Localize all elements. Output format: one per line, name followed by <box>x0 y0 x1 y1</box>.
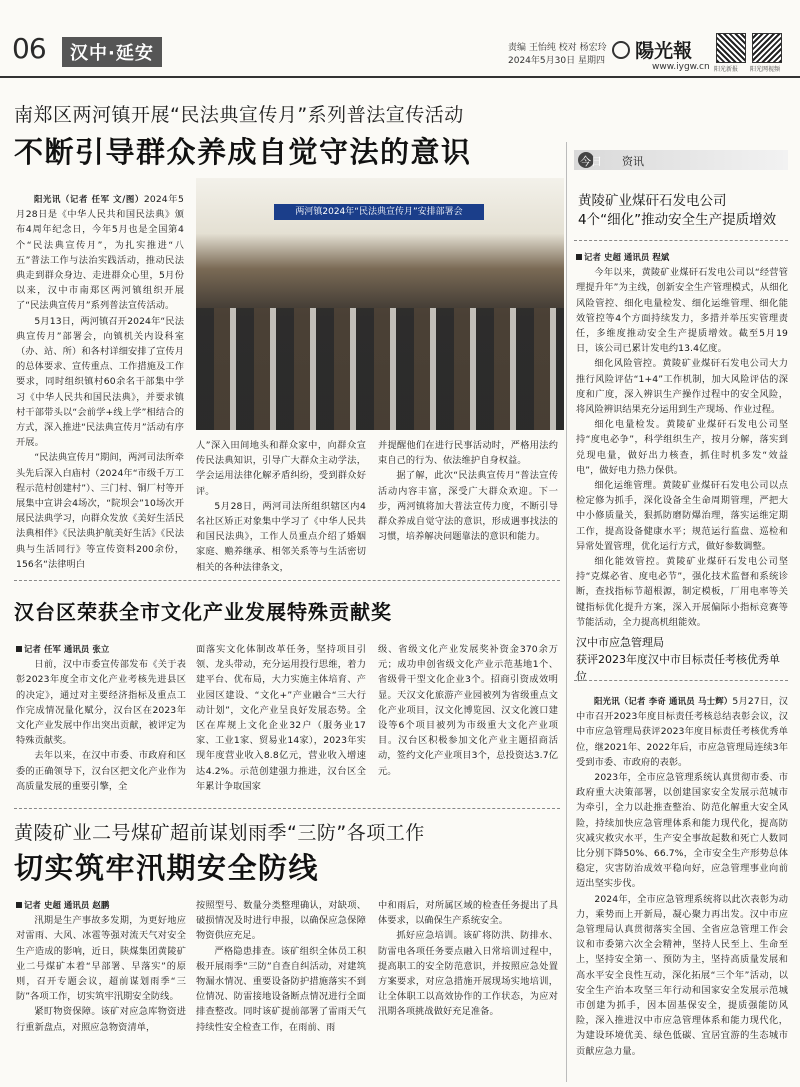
paragraph: 细化风险管控。黄陵矿业煤矸石发电公司大力推行风险评估“1+4”工作机制，加大风险评估的深度和广度，深入辨识生产操作过程中的安全风险，将风险辨识结果充分运用到生产现场、作业过程。 <box>576 358 788 416</box>
qr-code-icon <box>716 33 746 63</box>
bullet-icon <box>16 902 22 908</box>
page-number: 06 <box>12 32 46 65</box>
article1-column-3 <box>378 438 558 544</box>
photo-banner: 两河镇2024年“民法典宣传月”安排部署会 <box>274 204 484 220</box>
article3-column-1 <box>16 898 186 1035</box>
article1-title: 不断引导群众养成自觉守法的意识 <box>14 135 472 169</box>
site-url: www.iygw.cn <box>652 62 710 72</box>
article2-column-3 <box>378 642 558 779</box>
paragraph: 今年以来，黄陵矿业煤矸石发电公司以“经营管理提升年”为主线，创新安全生产管理模式，从细化风险管控、细化电量检发、细化运维管理、细化能效管控等4个方面持续发力，多措并举压实管理责任，多维度推动安全生产提质增效。截至5月19日，该公司已累计发电约13.4亿度。 <box>576 267 788 355</box>
paragraph: 按照型号、数量分类整理确认，对缺项、破损情况及时进行申报，以确保应急保障物资供应充足。 <box>196 900 366 942</box>
qr-code-icon <box>752 33 782 63</box>
header-rule <box>0 76 800 78</box>
news1-byline: 记者 史超 通讯员 程斌 <box>584 252 670 262</box>
paragraph: 2024年5月28日是《中华人民共和国民法典》颁布4周年纪念日，今年5月也是全国第4个“民法典宣传月”，为扎实推进“八五”普法工作与法治实践活动，推动民法典走到群众身边、走进群众心里，5月份以来，汉中市南郑区两河镇组织开展了“民法典宣传月”系列普法宣传活动。 <box>16 194 185 312</box>
paragraph: 2024年，全市应急管理系统将以此次表彰为动力，乘势而上开新局，凝心聚力再出发。汉中市应急管理局认真贯彻落实全国、全省应急管理工作会议和市委第六次全会精神，坚持人民至上、生命至上，坚持安全第一、预防为主，坚持高质量发展和高水平安全良性互动，深化拓展“三个年”活动，以安全生产治本攻坚三年行动和国家安全发展示范城市创建为抓手，因本固基保安全，提质强能防风险，深入推进汉中市应急管理体系和能力现代化，为建设环境优美、绿色低碳、宜居宜游的生态城市贡献应急力量。 <box>576 893 788 1057</box>
news1-title-line2: 4个“细化”推动安全生产提质增效 <box>578 212 777 228</box>
today-info-header <box>574 150 788 170</box>
paragraph: 中和雨后，对所属区域的检查任务提出了具体要求，以确保生产系统安全。 <box>378 900 558 927</box>
paper-logo <box>612 36 712 60</box>
paragraph: 紧盯物资保障。该矿对应急库物资进行重新盘点，对照应急物资清单， <box>16 1006 186 1033</box>
divider <box>14 808 560 809</box>
paragraph: 5月27日，汉中市召开2023年度目标责任考核总结表彰会议，汉中市应急管理局获评2023年度目标责任考核优秀单位，继2021年、2022年后，市应急管理局连续3年受到市委、市政府的表彰。 <box>576 696 788 768</box>
sun-logo-icon <box>612 41 630 59</box>
paragraph: 级、省级文化产业发展奖补资金370余万元；成功申创省级文化产业示范基地1个、省级骨干型文化企业3个。招商引资成效明显。天汉文化旅游产业园被列为省级重点文化产业项目，汉文化博览园、汉文化渡口建设等6个项目被列为市级重大文化产业项目。汉台区积极参加文化产业主题招商活动，签约文化产业项目3个，总投资达3.7亿元。 <box>378 644 558 777</box>
paragraph: 人”深入田间地头和群众家中，向群众宣传民法典知识，引导广大群众主动学法，学会运用法律化解矛盾纠纷，受到群众好评。 <box>196 440 366 497</box>
article3-column-2 <box>196 898 366 1035</box>
paragraph: 2023年，全市应急管理系统认真贯彻市委、市政府重大决策部署，以创建国家安全发展示范城市为牵引，全力以赴推查整治、防范化解重大安全风险，持续加快应急管理体系和能力现代化，提高防灾减灾救灾水平，生产安全事故起数和死亡人数同比分别下降50%、66.7%，全市安全生产形势总体稳定，灾害防治成效平稳向好，应急管理事业向前迈出坚实步伐。 <box>576 772 788 890</box>
divider <box>14 580 560 581</box>
news2-title-line2: 获评2023年度汉中市目标责任考核优秀单位 <box>576 653 780 683</box>
news2-title-line1: 汉中市应急管理局 <box>576 636 664 649</box>
bullet-icon <box>576 254 582 260</box>
article3-title: 切实筑牢汛期安全防线 <box>14 851 320 885</box>
article2-byline: 记者 任军 通讯员 张立 <box>24 644 110 654</box>
paragraph: 5月13日，两河镇召开2024年“民法典宣传月”部署会，向镇机关内设科室（办、站、所）和各村详细安排了宣传月的总体要求、宣传重点、工作措施及工作要求，同时组织镇村60余名干部集中学习《中华人民共和国民法典》，并要求镇村干部带头以“会前学+线上学”相结合的方式，深入推进“民法典宣传月”活动有序开展。 <box>16 315 184 449</box>
qr2-label: 阳光网视频 <box>750 66 781 73</box>
today-label: 今日 <box>580 155 602 168</box>
sidebar-news2-title <box>576 634 788 685</box>
sidebar-news2-body <box>576 694 788 1059</box>
article3-byline: 记者 史超 通讯员 赵鹏 <box>24 900 110 910</box>
paragraph: “民法典宣传月”期间，两河司法所牵头先后深入白庙村（2024年“市级千万工程示范村创建村”）、三门村、铜厂村等开展集中宣讲会4场次，“院坝会”10场次开展民法典学习，向群众发放《美好生活民法典相伴》《民法典护航美好生活》《民法典与生活同行》等宣传资料200余份，156名“法律明白 <box>16 452 184 570</box>
paragraph: 严格隐患排查。该矿组织全体员工积极开展雨季“三防”自查自纠活动，对建筑物漏水情况、重要设备防护措施落实不到位情况、防雷接地设备断点情况进行全面排查整改。同时该矿提前部署了雷雨天气持续性安全检查工作，在雨前、雨 <box>196 945 366 1033</box>
paper-name: 陽光報 <box>635 40 693 62</box>
paragraph: 抓好应急培训。该矿将防洪、防排水、防雷电各项任务要点融入日常培训过程中，提高职工的安全防范意识，并按照应急处置方案要求，对应急措施开展现场实地培训，让全体职工以高效协作的工作状态，为应对汛期各项挑战做好充足准备。 <box>378 930 558 1018</box>
paragraph: 5月28日，两河司法所组织辖区内4名社区矫正对象集中学习了《中华人民共和国民法典》，工作人员重点介绍了婚姻家庭、赡养继承、相邻关系等与生活密切相关的各种法律条文， <box>196 500 366 573</box>
article1-photo <box>196 178 564 430</box>
news1-title-line1: 黄陵矿业煤矸石发电公司 <box>578 193 727 209</box>
article1-subtitle: 南郑区两河镇开展“民法典宣传月”系列普法宣传活动 <box>14 104 464 126</box>
divider <box>574 680 788 681</box>
photo-audience <box>196 308 564 430</box>
today-info-label: 资讯 <box>622 155 644 168</box>
sidebar-rule <box>566 142 567 1082</box>
article2-title: 汉台区荣获全市文化产业发展特殊贡献奖 <box>14 600 392 624</box>
date-line: 2024年5月30日 星期四 <box>508 56 605 66</box>
bullet-icon <box>16 646 22 652</box>
sidebar-news1-title <box>578 192 788 230</box>
paragraph: 据了解，此次“民法典宣传月”普法宣传活动内容丰富，深受广大群众欢迎。下一步，两河镇将加大普法宣传力度，不断引导群众养成自觉守法的意识，形成遇事找法的习惯，培养解决问题靠法的意识和能力。 <box>378 470 558 543</box>
article1-column-1 <box>16 192 184 572</box>
paragraph: 日前，汉中市委宣传部发布《关于表彰2023年度全市文化产业考核先进县区的决定》，通过对主要经济指标及重点工作完成情况量化赋分，汉台区在2023年文化产业发展中作出突出贡献，被评定为特殊贡献奖。 <box>16 659 186 747</box>
paragraph: 细化能效管控。黄陵矿业煤矸石发电公司坚持“克煤必省、度电必节”，强化技术监督和系统诊断，查找指标节超根源，制定模板，厂用电率等关键指标优化提升方案，深入开展偏际小指标竞赛等节能活动，全力提高机组能效。 <box>576 556 788 628</box>
sidebar-news1-body <box>576 250 788 630</box>
article2-column-1 <box>16 642 186 794</box>
paragraph: 细化电量检发。黄陵矿业煤矸石发电公司坚持“度电必争”，科学组织生产，按月分解，落实到兑现电量，做好出力核查，抓住时机多发“效益电”，做好电力热力保供。 <box>576 419 788 476</box>
page-header <box>0 0 800 80</box>
editors-line: 责编 王怡纯 校对 杨宏玲 <box>508 43 607 53</box>
paragraph: 面落实文化体制改革任务，坚持项目引领、龙头带动，充分运用投行思维，着力建平台、优布局，大力实施主体培育、产业园区建设、“文化+”产业融合“三大行动计划”，文化产业呈良好发展态势。全区在库规上文化企业32户（服务业17家、工业1家、贸易业14家），2023年实现年度营业收入8.8亿元，营业收入增速达4.2%。示范创建强力推进，汉台区全年累计争取国家 <box>196 644 366 792</box>
qr1-label: 阳光新报 <box>714 66 739 73</box>
paragraph: 汛期是生产事故多发期，为更好地应对雷雨、大风、冰雹等强对流天气对安全生产造成的影响，近日，陕煤集团黄陵矿业二号煤矿本着“早部署、早落实”的原则，召开专题会议，超前谋划雨季“三防”各项工作，切实筑牢汛期安全防线。 <box>16 915 186 1003</box>
news2-byline: 阳光讯（记者 李奇 通讯员 马士辉） <box>594 696 733 706</box>
divider <box>574 240 788 241</box>
article1-column-2 <box>196 438 366 575</box>
paragraph: 并提醒他们在进行民事活动时，严格用法约束自己的行为、依法维护自身权益。 <box>378 440 558 467</box>
paragraph: 去年以来，在汉中市委、市政府和区委的正确领导下，汉台区把文化产业作为高质量发展的重要引擎，全 <box>16 750 186 792</box>
article3-subtitle: 黄陵矿业二号煤矿超前谋划雨季“三防”各项工作 <box>14 822 425 844</box>
article2-column-2 <box>196 642 366 794</box>
article1-byline: 阳光讯（记者 任军 文/图） <box>34 194 144 204</box>
article3-column-3 <box>378 898 558 1020</box>
section-name: 汉中·延安 <box>62 37 162 67</box>
paragraph: 细化运维管理。黄陵矿业煤矸石发电公司以点检定修为抓手，深化设备全生命周期管理，严把大中小修质量关，狠抓防磨防爆治理，落实运维定期工作，提高设备健康水平；规范运行监盘、巡检和异常处置管理，优化运行方式，做好参数调整。 <box>576 480 788 552</box>
